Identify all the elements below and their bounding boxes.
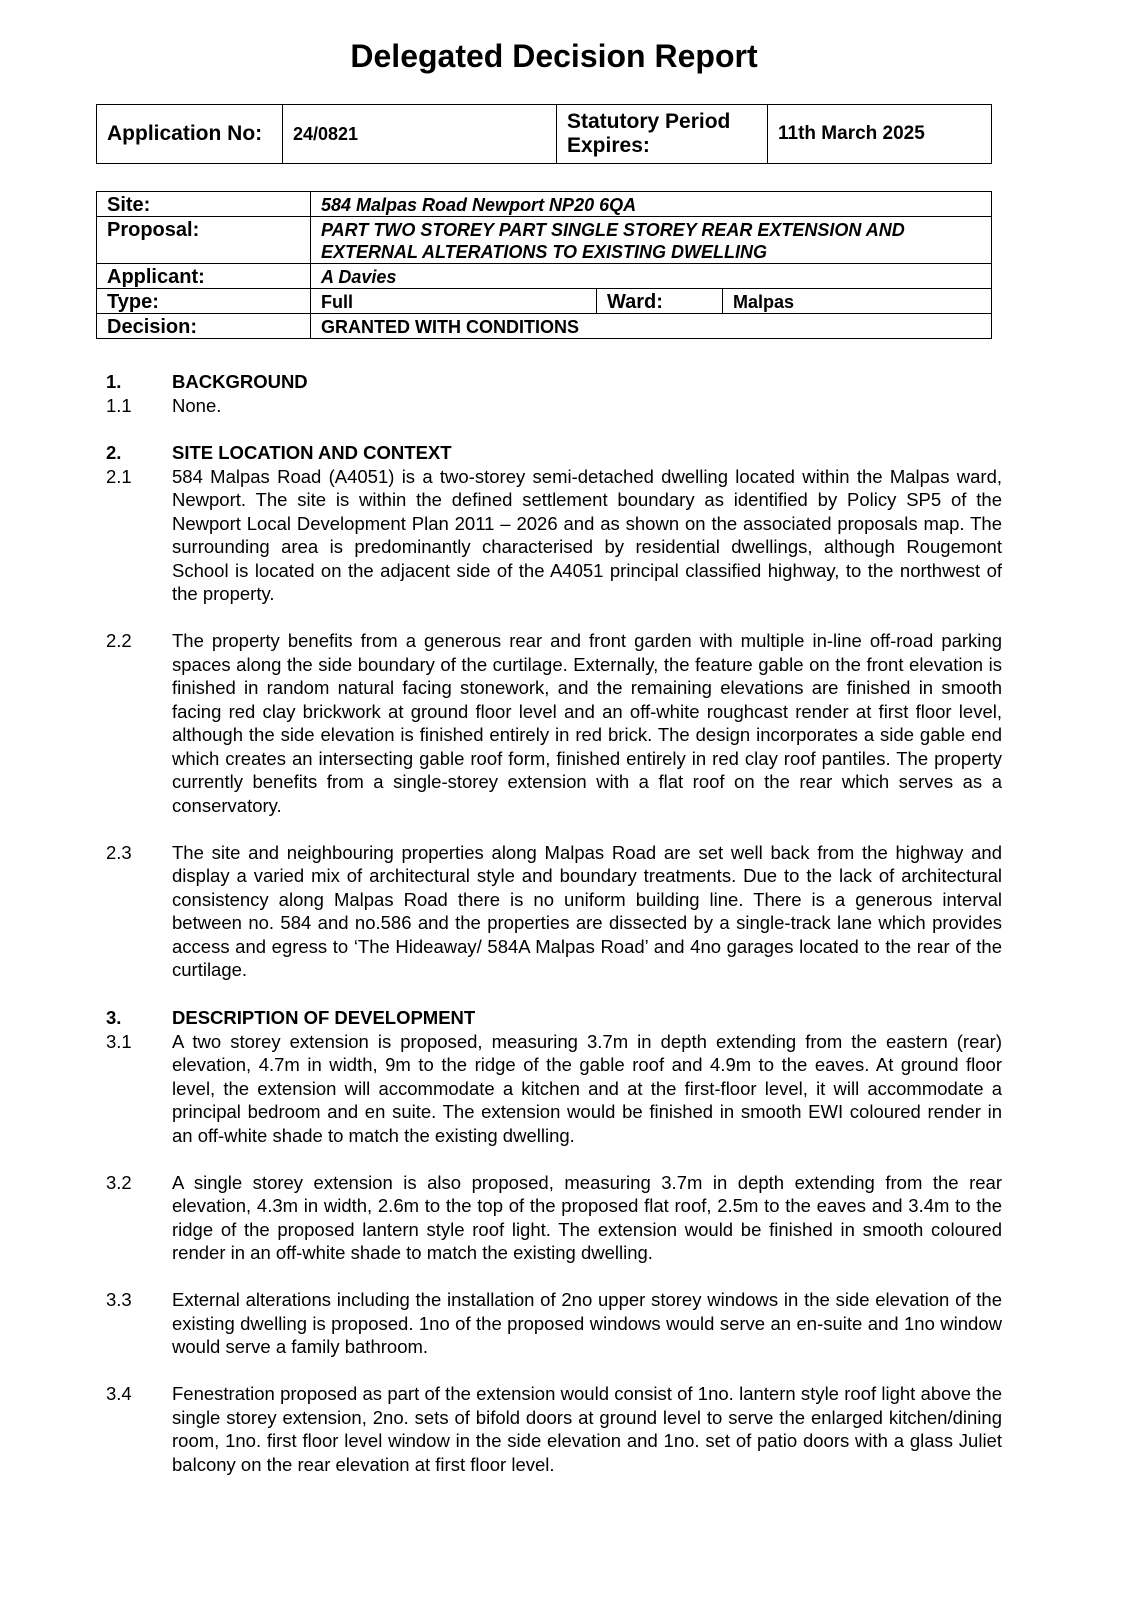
decision-value: GRANTED WITH CONDITIONS <box>311 314 992 339</box>
paragraph-text: The property benefits from a generous rear and front garden with multiple in-line off-road parking spaces along the side boundary of the curtilage. Externally, the feature gable on the front elevation is finished in random natural facing stonework, and the remaining elevations are finished in smooth facing red clay brickwork at ground floor level and an off-white roughcast render at first floor level, although the side elevation is finished entirely in red brick. The design incorporates a side gable end which creates an intersecting gable roof form, finished entirely in red clay roof pantiles. The property currently benefits from a single-storey extension with a flat roof on the rear which serves as a conservatory. <box>172 630 1002 816</box>
decision-label: Decision: <box>97 314 311 339</box>
paragraph-number: 2.1 <box>106 465 132 487</box>
application-details-table <box>96 191 992 339</box>
paragraph-number: 3.3 <box>106 1289 132 1310</box>
paragraph-number: 2.2 <box>106 630 132 651</box>
application-no-label: Application No: <box>97 105 283 164</box>
section-heading: SITE LOCATION AND CONTEXT <box>172 442 452 463</box>
applicant-value: A Davies <box>311 264 992 289</box>
section-site-location <box>106 441 1002 982</box>
paragraph-text: None. <box>172 394 222 416</box>
page-title: Delegated Decision Report <box>350 38 758 74</box>
type-label: Type: <box>97 289 311 314</box>
paragraph-text: External alterations including the installation of 2no upper storey windows in the side elevation of the existing dwelling is proposed. 1no of the proposed windows would serve an en-suite and 1no window would serve a family bathroom. <box>172 1289 1002 1357</box>
paragraph-number: 3.2 <box>106 1171 132 1193</box>
section-heading: BACKGROUND <box>172 371 308 392</box>
paragraph-number: 3.1 <box>106 1030 132 1052</box>
statutory-period-label: Statutory Period Expires: <box>557 105 768 164</box>
section-description <box>106 1006 1002 1476</box>
paragraph-text: A two storey extension is proposed, measuring 3.7m in depth extending from the eastern (rear) elevation, 4.7m in width, 9m to the ridge of the gable roof and 4.9m to the eaves. At ground floor level, the extension will accommodate a kitchen and at the first-floor level, it will accommodate a principal bedroom and en suite. The extension would be finished in smooth EWI coloured render in an off-white shade to match the existing dwelling. <box>172 1030 1002 1146</box>
paragraph-text: A single storey extension is also proposed, measuring 3.7m in depth extending from the rear elevation, 4.3m in width, 2.6m to the top of the proposed flat roof, 2.5m to the eaves and 3.4m to the ridge of the proposed lantern style roof light. The extension would be finished in smooth coloured render in an off-white shade to match the existing dwelling. <box>172 1171 1002 1263</box>
proposal-value: PART TWO STOREY PART SINGLE STOREY REAR EXTENSION AND EXTERNAL ALTERATIONS TO EXISTING DWELLING <box>311 217 992 264</box>
ward-value: Malpas <box>723 289 992 314</box>
site-label: Site: <box>97 192 311 217</box>
section-heading: DESCRIPTION OF DEVELOPMENT <box>172 1007 476 1028</box>
paragraph-text: Fenestration proposed as part of the extension would consist of 1no. lantern style roof light above the single storey extension, 2no. sets of bifold doors at ground level to serve the enlarged kitchen/dining room, 1no. first floor level window in the side elevation and 1no. set of patio doors with a glass Juliet balcony on the rear elevation at first floor level. <box>172 1383 1002 1475</box>
section-background <box>106 370 1002 417</box>
applicant-label: Applicant: <box>97 264 311 289</box>
proposal-label: Proposal: <box>97 217 311 264</box>
application-summary-table <box>96 104 992 164</box>
section-number: 1. <box>106 371 122 392</box>
site-value: 584 Malpas Road Newport NP20 6QA <box>311 192 992 217</box>
type-value: Full <box>311 289 597 314</box>
paragraph-text: The site and neighbouring properties along Malpas Road are set well back from the highway and display a varied mix of architectural style and boundary treatments. Due to the lack of architectural consistency along Malpas Road there is no uniform building line. There is a generous interval between no. 584 and no.586 and the properties are dissected by a single-track lane which provides access and egress to ‘The Hideaway/ 584A Malpas Road’ and 4no garages located to the rear of the curtilage. <box>172 841 1002 980</box>
paragraph-text: 584 Malpas Road (A4051) is a two-storey semi-detached dwelling located within the Malpas ward, Newport. The site is within the defined settlement boundary as identified by Policy SP5 of the Newport Local Development Plan 2011 – 2026 and as shown on the associated proposals map. The surrounding area is predominantly characterised by residential dwellings, although Rougemont School is located on the adjacent side of the A4051 principal classified highway, to the northwest of the property. <box>172 465 1002 604</box>
application-no: 24/0821 <box>283 105 557 164</box>
section-number: 2. <box>106 442 122 463</box>
ward-label: Ward: <box>597 289 723 314</box>
section-number: 3. <box>106 1007 122 1028</box>
paragraph-number: 2.3 <box>106 841 132 863</box>
paragraph-number: 3.4 <box>106 1383 132 1404</box>
statutory-period-date: 11th March 2025 <box>768 105 992 164</box>
paragraph-number: 1.1 <box>106 394 132 416</box>
